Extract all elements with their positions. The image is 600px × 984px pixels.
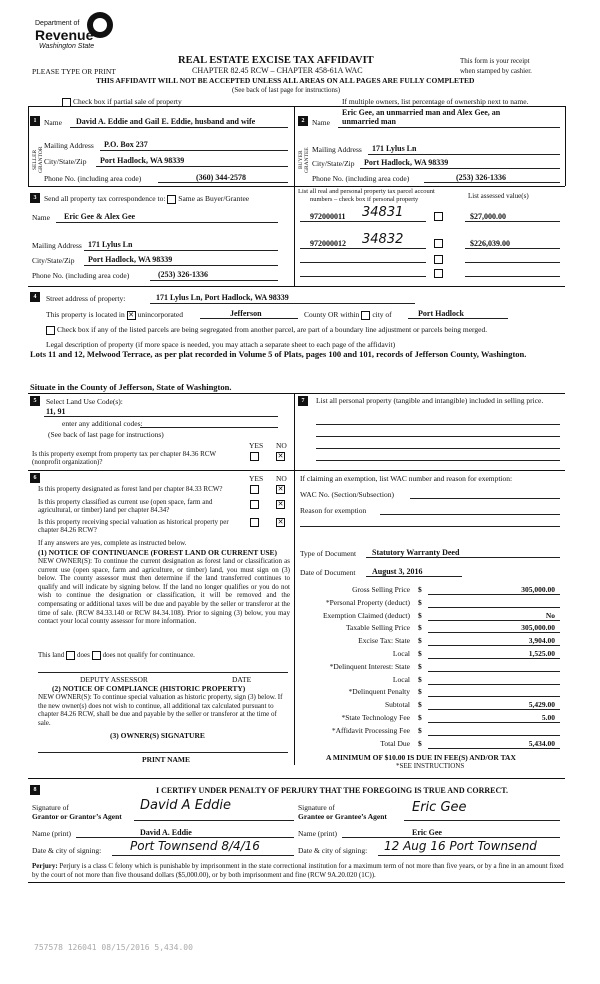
seller-side-label: SELLER GRANTOR [32, 146, 44, 174]
land-use-see-back: (See back of last page for instructions) [48, 430, 164, 439]
summary-dollar: $ [418, 713, 422, 722]
section-1-badge: 1 [30, 116, 40, 126]
summary-label: Gross Selling Price [352, 585, 410, 594]
summary-label: Local [392, 649, 410, 658]
summary-value[interactable]: No [545, 610, 555, 620]
grantor-sig-label-1: Signature of [32, 803, 69, 812]
grantor-name[interactable]: David A. Eddie [140, 828, 192, 837]
deputy-date: DATE [232, 675, 252, 684]
same-as-buyer-checkbox[interactable] [167, 195, 176, 204]
wac-label: WAC No. (Section/Subsection) [300, 490, 394, 499]
current-use-question: Is this property classified as current use (open space, farm and agricultural, or timber) land per chapter 84.34? [38, 498, 213, 514]
print-name-label: PRINT NAME [142, 755, 190, 764]
summary-label: *Delinquent Penalty [348, 687, 410, 697]
deputy-assessor: DEPUTY ASSESSOR [80, 675, 148, 684]
current-use-yes-checkbox[interactable] [250, 500, 259, 509]
legal-label: Legal description of property (if more space is needed, you may attach a separate sheet to each page of the affidavit) [46, 340, 396, 349]
land-use-label: Select Land Use Code(s): [46, 397, 123, 406]
dept-line-3: Washington State [39, 43, 95, 50]
buyer-phone-label: Phone No. (including area code) [312, 174, 410, 183]
personal-property-label: List all personal property (tangible and intangible) included in selling price. [316, 396, 544, 405]
street-label: Street address of property: [46, 294, 126, 303]
s6-no-header: NO [276, 474, 287, 483]
parcel-number[interactable]: 972000012 [310, 239, 346, 248]
personal-property-checkbox[interactable] [434, 212, 443, 221]
form-title: REAL ESTATE EXCISE TAX AFFIDAVIT [178, 55, 374, 66]
grantor-date-city: Port Townsend 8/4/16 [130, 839, 260, 853]
see-instructions: *SEE INSTRUCTIONS [396, 762, 465, 770]
corr-label: Send all property tax correspondence to: Same as Buyer/Grantee [44, 194, 250, 203]
summary-dollar: $ [418, 610, 422, 620]
exemption-label: If claiming an exemption, list WAC number and reason for exemption: [300, 474, 513, 483]
minimum-note: A MINIMUM OF $10.00 IS DUE IN FEE(S) AND/OR TAX [326, 753, 516, 762]
city-value[interactable]: Port Hadlock [418, 309, 464, 318]
summary-dollar: $ [418, 661, 422, 671]
buyer-name-line-1[interactable]: Eric Gee, an unmarried man and Alex Gee, an [342, 108, 501, 117]
summary-row [300, 726, 560, 737]
buyer-city-label: City/State/Zip [312, 159, 355, 168]
legal-description[interactable]: Lots 11 and 12, Melwood Terrace, as per plat recorded in Volume 5 of Plats, pages 100 and 101, records of Jefferson County, Washington. [30, 349, 527, 359]
summary-underline [428, 607, 560, 608]
street-address[interactable]: 171 Lylus Ln, Port Hadlock, WA 98339 [156, 293, 289, 302]
grantee-signature: Eric Gee [412, 800, 467, 815]
partial-sale: Check box if partial sale of property [62, 97, 182, 107]
seller-phone[interactable]: (360) 344-2578 [196, 173, 246, 182]
dor-logo [35, 12, 115, 52]
forest-question: Is this property designated as forest land per chapter 84.33 RCW? [38, 485, 223, 493]
summary-row [300, 662, 560, 673]
summary-label: Taxable Selling Price [345, 623, 410, 633]
summary-row [300, 585, 560, 596]
summary-underline [428, 632, 560, 633]
seller-city[interactable]: Port Hadlock, WA 98339 [100, 156, 185, 165]
land-use-code[interactable]: 11, 91 [46, 407, 66, 416]
summary-label: Exemption Claimed (deduct) [322, 610, 410, 620]
grantee-date-city: 12 Aug 16 Port Townsend [384, 839, 537, 853]
section-6-badge: 6 [30, 473, 40, 483]
summary-row [300, 623, 560, 634]
summary-label: Total Due [380, 738, 410, 748]
summary-label: Excise Tax: State [358, 636, 410, 646]
seller-phone-label: Phone No. (including area code) [44, 174, 142, 183]
summary-underline [428, 684, 560, 685]
summary-row [300, 611, 560, 622]
county-or-within: County OR within city of [304, 310, 392, 319]
seller-mail[interactable]: P.O. Box 237 [104, 140, 148, 149]
parcel-header-1: List all real and personal property tax parcel account [298, 188, 435, 195]
seller-name-label: Name [44, 118, 62, 127]
summary-label: *Delinquent Interest: State [329, 661, 410, 671]
unincorporated-checkbox[interactable]: ✕ [128, 310, 135, 319]
form-chapter: CHAPTER 82.45 RCW – CHAPTER 458-61A WAC [192, 66, 363, 75]
grantee-date-city-label: Date & city of signing: [298, 846, 368, 855]
corr-mail[interactable]: 171 Lylus Ln [88, 240, 133, 249]
notice2-body: NEW OWNER(S): To continue special valuation as historic property, sign (3) below. If the new owner(s) does not wish to continue, all additional tax calculated pursuant to chapter 84.26 RCW, shall be due and payable by the seller or transferor at the time of sale. [38, 693, 283, 727]
county-value[interactable]: Jefferson [230, 309, 262, 318]
summary-label: *State Technology Fee [341, 713, 410, 722]
see-back-header: (See back of last page for instructions) [232, 86, 341, 94]
perjury-note: Perjury: Perjury is a class C felony which is punishable by imprisonment in the state correctional institution for a maximum term of not more than five years, or by a fine in an amount fixed by the court of not more than five thousand dollars ($5,000.00), or by both imprisonment and fine (RCW 9A.20.020 (1C)). [32, 862, 564, 879]
summary-row [300, 675, 560, 686]
summary-value[interactable]: 3,904.00 [528, 636, 555, 646]
grantor-signature: David A Eddie [140, 798, 232, 813]
summary-value[interactable]: 1,525.00 [528, 649, 555, 658]
summary-underline [428, 709, 560, 710]
situate-line: Situate in the County of Jefferson, State of Washington. [30, 382, 232, 392]
exempt-yes-checkbox[interactable] [250, 452, 259, 461]
current-use-no-checkbox[interactable]: ✕ [277, 500, 284, 508]
grantee-sig-label-1: Signature of [298, 803, 335, 812]
receipt-note-2: when stamped by cashier. [460, 67, 532, 75]
corr-mail-label: Mailing Address [32, 241, 82, 250]
summary-value[interactable]: 5,434.00 [528, 738, 555, 748]
summary-row [300, 649, 560, 660]
city-of-checkbox[interactable] [361, 311, 370, 320]
personal-property-checkbox[interactable] [434, 269, 443, 278]
summary-underline [428, 671, 560, 672]
summary-dollar: $ [418, 725, 422, 735]
buyer-name-line-2[interactable]: unmarried man [342, 117, 396, 126]
summary-underline [428, 735, 560, 736]
summary-dollar: $ [418, 597, 422, 607]
section-8-badge: 8 [30, 785, 40, 795]
seller-city-label: City/State/Zip [44, 157, 87, 166]
summary-dollar: $ [418, 674, 422, 684]
cashier-stamp: 757578 126041 08/15/2016 5,434.00 [34, 943, 193, 952]
corr-city[interactable]: Port Hadlock, WA 98339 [88, 255, 173, 264]
summary-value[interactable]: 305,000.00 [521, 585, 555, 594]
section-2-badge: 2 [298, 116, 308, 126]
parcel-number[interactable]: 972000011 [310, 212, 346, 221]
doc-type[interactable]: Statutory Warranty Deed [372, 548, 460, 557]
summary-value[interactable]: 305,000.00 [521, 623, 555, 633]
summary-dollar: $ [418, 738, 422, 748]
multiple-owners-note: If multiple owners, list percentage of ownership next to name. [342, 97, 529, 106]
no-header: NO [276, 441, 287, 450]
parcel-handwritten: 34832 [362, 232, 404, 247]
notice1-body: NEW OWNER(S): To continue the current designation as forest land or classification as current use (open space, farm and agriculture, or timber) land, you must sign on (3) below. The county assessor must then determine if the land transferred continues to qualify and will indicate by signing below. If the land no longer qualifies or you do not wish to continue the designation or classification, it will be removed and the compensating or additional taxes will be due and payable by the seller or transferor at the time of sale. (RCW 84.33.140 or RCW 84.34.108). Prior to signing (3) below, you may contact your local county assessor for more information. [38, 557, 290, 626]
segregated-note: Check box if any of the listed parcels are being segregated from another parcel, are part of a boundary line adjustment or parcels being merged. [46, 325, 556, 335]
summary-dollar: $ [418, 649, 422, 658]
corr-city-label: City/State/Zip [32, 256, 75, 265]
assessed-value[interactable]: $226,039.00 [470, 239, 510, 248]
seller-mail-label: Mailing Address [44, 141, 94, 150]
section-4-badge: 4 [30, 292, 40, 302]
summary-dollar: $ [418, 687, 422, 697]
summary-row [300, 598, 560, 609]
doc-date[interactable]: August 3, 2016 [372, 567, 423, 576]
certify-text: I CERTIFY UNDER PENALTY OF PERJURY THAT THE FOREGOING IS TRUE AND CORRECT. [156, 786, 509, 795]
corr-phone[interactable]: (253) 326-1336 [158, 270, 208, 279]
buyer-mail-label: Mailing Address [312, 145, 362, 154]
grantor-name-label: Name (print) [32, 829, 71, 838]
grantee-name-label: Name (print) [298, 829, 337, 838]
summary-row [300, 713, 560, 724]
summary-underline [428, 658, 560, 659]
summary-row [300, 636, 560, 647]
summary-dollar: $ [418, 585, 422, 594]
buyer-city[interactable]: Port Hadlock, WA 98339 [364, 158, 449, 167]
doc-date-label: Date of Document [300, 568, 356, 577]
corr-name[interactable]: Eric Gee & Alex Gee [64, 212, 136, 221]
does-not-checkbox[interactable] [92, 651, 101, 660]
notice2-title: (2) NOTICE OF COMPLIANCE (HISTORIC PROPERTY) [52, 684, 246, 693]
summary-label: *Affidavit Processing Fee [331, 725, 410, 735]
summary-dollar: $ [418, 623, 422, 633]
grantor-sig-label-2: Grantor or Grantor’s Agent [32, 812, 122, 821]
summary-underline [428, 620, 560, 621]
section-5-badge: 5 [30, 396, 40, 406]
buyer-name-label: Name [312, 118, 330, 127]
summary-label: Local [392, 674, 410, 684]
summary-underline [428, 722, 560, 723]
summary-underline [428, 594, 560, 595]
exempt-question: Is this property exempt from property tax per chapter 84.36 RCW (nonprofit organization)? [32, 450, 216, 466]
yes-header: YES [249, 441, 264, 450]
buyer-side-label: BUYER GRANTEE [298, 147, 310, 173]
additional-codes: enter any additional codes: [62, 419, 143, 428]
summary-dollar: $ [418, 636, 422, 646]
located-in: This property is located in ✕ unincorporated [46, 310, 184, 319]
summary-value[interactable]: 5,429.00 [528, 700, 555, 710]
assessed-value[interactable]: $27,000.00 [470, 212, 506, 221]
buyer-phone[interactable]: (253) 326-1336 [456, 173, 506, 182]
does-checkbox[interactable] [66, 651, 75, 660]
dept-line-2: Revenue [35, 27, 94, 43]
forest-no-checkbox[interactable]: ✕ [277, 485, 284, 493]
summary-row [300, 700, 560, 711]
notice1-title: (1) NOTICE OF CONTINUANCE (FOREST LAND OR CURRENT USE) [38, 548, 278, 557]
historic-no-checkbox[interactable]: ✕ [277, 518, 284, 526]
please-type: PLEASE TYPE OR PRINT [32, 67, 116, 76]
receipt-note-1: This form is your receipt [460, 57, 530, 65]
doc-type-label: Type of Document [300, 549, 357, 558]
grantee-name[interactable]: Eric Gee [412, 828, 442, 837]
reason-label: Reason for exemption [300, 506, 367, 515]
corr-name-label: Name [32, 213, 50, 222]
summary-row [300, 687, 560, 698]
grantee-sig-label-2: Grantee or Grantee’s Agent [298, 812, 387, 821]
segregated-checkbox[interactable] [46, 326, 55, 335]
summary-underline [428, 645, 560, 646]
exempt-no-checkbox[interactable]: ✕ [277, 452, 284, 460]
personal-property-checkbox[interactable] [434, 255, 443, 264]
dept-line-1: Department of [35, 20, 80, 27]
historic-question: Is this property receiving special valuation as historical property per chapter 84.26 RCW? [38, 518, 229, 534]
corr-phone-label: Phone No. (including area code) [32, 271, 130, 280]
if-yes-note: If any answers are yes, complete as instructed below. [38, 539, 187, 547]
continuance-line: This land does does not qualify for continuance. [38, 651, 195, 660]
historic-yes-checkbox[interactable] [250, 518, 259, 527]
summary-label: *Personal Property (deduct) [325, 597, 410, 607]
s6-yes-header: YES [249, 474, 264, 483]
summary-label: Subtotal [384, 700, 410, 710]
summary-underline [428, 748, 560, 749]
seller-name[interactable]: David A. Eddie and Gail E. Eddie, husband and wife [76, 117, 256, 126]
summary-value[interactable]: 5.00 [541, 713, 555, 722]
parcel-header-2: numbers – check box if personal property [310, 196, 419, 203]
forest-yes-checkbox[interactable] [250, 485, 259, 494]
parcel-handwritten: 34831 [362, 205, 404, 220]
summary-dollar: $ [418, 700, 422, 710]
grantor-date-city-label: Date & city of signing: [32, 846, 102, 855]
personal-property-checkbox[interactable] [434, 239, 443, 248]
buyer-mail[interactable]: 171 Lylus Ln [372, 144, 417, 153]
summary-underline [428, 696, 560, 697]
section-7-badge: 7 [298, 396, 308, 406]
summary-row [300, 739, 560, 750]
warning-line: THIS AFFIDAVIT WILL NOT BE ACCEPTED UNLESS ALL AREAS ON ALL PAGES ARE FULLY COMPLETED [96, 76, 475, 85]
assessed-header: List assessed value(s) [468, 192, 529, 200]
section-3-badge: 3 [30, 193, 40, 203]
owner-signature-label: (3) OWNER(S) SIGNATURE [110, 731, 205, 740]
